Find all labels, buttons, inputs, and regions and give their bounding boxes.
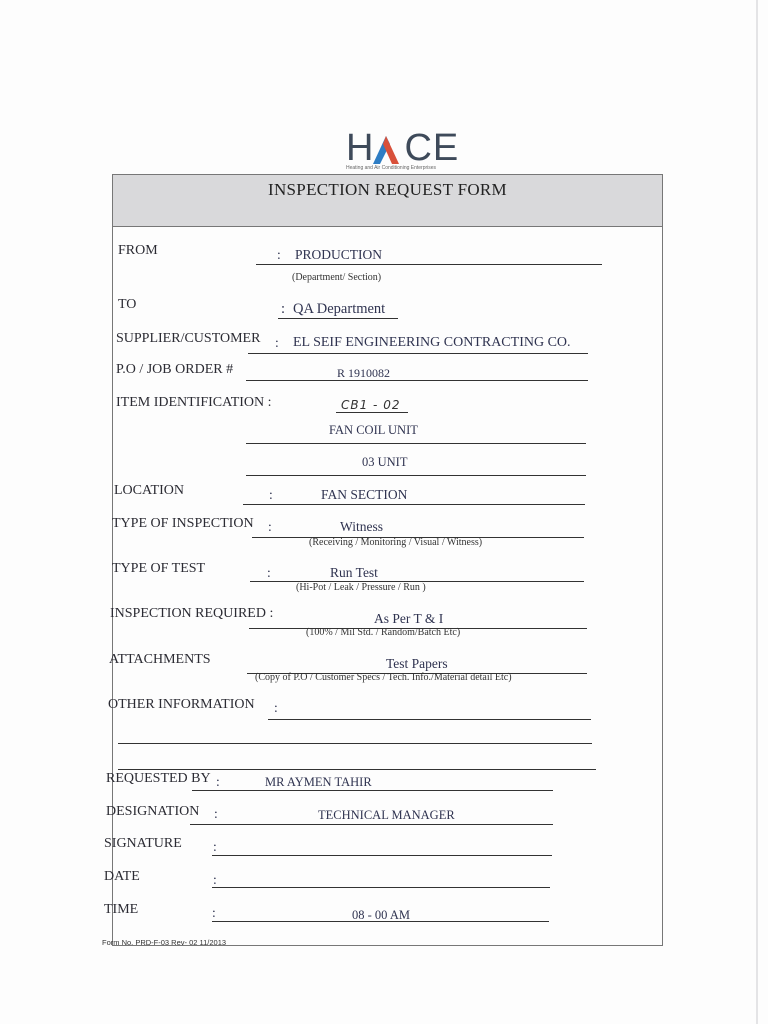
company-logo (346, 128, 470, 172)
type-test-value[interactable]: Run Test (330, 565, 378, 580)
other-info-line-3[interactable] (118, 769, 596, 770)
logo-tagline: Heating and Air Conditioning Enterprises (346, 165, 437, 171)
form-number: Form No. PRD-F-03 Rev- 02 11/2013 (102, 938, 227, 947)
signature-label: SIGNATURE (104, 836, 182, 851)
other-info-label: OTHER INFORMATION (108, 697, 255, 712)
other-info-line-2[interactable] (118, 743, 592, 744)
signature-line[interactable] (212, 855, 552, 856)
requested-by-line (192, 790, 553, 791)
designation-label: DESIGNATION (106, 804, 200, 819)
form-title: INSPECTION REQUEST FORM (268, 180, 507, 199)
inspection-required-label: INSPECTION REQUIRED : (110, 606, 274, 621)
type-inspection-separator: : (268, 519, 272, 534)
attachments-hint: (Copy of P.O / Customer Specs / Tech. Info./Material detail Etc) (255, 672, 512, 683)
inspection-required-value[interactable]: As Per T & I (374, 611, 444, 626)
page-edge (756, 0, 758, 1024)
attachments-value[interactable]: Test Papers (386, 656, 448, 671)
type-inspection-value[interactable]: Witness (340, 519, 383, 534)
po-value[interactable]: R 1910082 (337, 366, 391, 380)
item-code-value[interactable]: CB1 - 02 (341, 398, 401, 412)
date-separator: : (213, 872, 217, 887)
po-label: P.O / JOB ORDER # (116, 362, 234, 377)
supplier-value[interactable]: EL SEIF ENGINEERING CONTRACTING CO. (293, 335, 571, 350)
inspection-required-hint: (100% / Mil Std. / Random/Batch Etc) (306, 627, 461, 638)
to-separator: : (281, 301, 286, 317)
from-separator: : (277, 247, 281, 262)
type-inspection-hint: (Receiving / Monitoring / Visual / Witness) (309, 537, 483, 548)
form-header (113, 175, 662, 227)
inspection-form (112, 174, 663, 946)
type-test-separator: : (267, 565, 271, 580)
to-label: TO (118, 297, 137, 312)
type-test-label: TYPE OF TEST (112, 561, 206, 576)
designation-line (190, 824, 553, 825)
logo-text: H CE (346, 127, 460, 169)
requested-by-label: REQUESTED BY (106, 771, 211, 786)
item-line3-value[interactable]: 03 UNIT (362, 455, 408, 469)
signature-separator: : (213, 839, 217, 854)
logo-a-mark-icon (371, 134, 401, 164)
location-line (243, 504, 585, 505)
designation-separator: : (214, 806, 218, 821)
designation-value[interactable]: TECHNICAL MANAGER (318, 808, 455, 822)
other-info-separator: : (274, 700, 278, 715)
item-line3-rule (246, 475, 586, 476)
supplier-label: SUPPLIER/CUSTOMER (116, 331, 261, 346)
type-inspection-label: TYPE OF INSPECTION (112, 516, 254, 531)
to-line (278, 318, 398, 319)
attachments-label: ATTACHMENTS (109, 652, 211, 667)
supplier-separator: : (275, 335, 279, 350)
date-label: DATE (104, 869, 140, 884)
time-line (212, 921, 549, 922)
supplier-line (248, 353, 588, 354)
requested-by-separator: : (216, 774, 220, 789)
item-label: ITEM IDENTIFICATION : (116, 395, 272, 410)
from-hint: (Department/ Section) (292, 272, 382, 283)
type-test-hint: (Hi-Pot / Leak / Pressure / Run ) (296, 582, 426, 593)
other-info-line-1[interactable] (268, 719, 591, 720)
item-line2-value[interactable]: FAN COIL UNIT (329, 423, 418, 437)
time-label: TIME (104, 902, 139, 917)
item-line2-rule (246, 443, 586, 444)
date-line[interactable] (212, 887, 550, 888)
from-value[interactable]: PRODUCTION (295, 247, 383, 262)
item-code-line (336, 412, 408, 413)
time-separator: : (212, 905, 216, 920)
from-line (256, 264, 602, 265)
location-separator: : (269, 487, 273, 502)
time-value[interactable]: 08 - 00 AM (352, 908, 410, 922)
to-value[interactable]: QA Department (293, 301, 386, 317)
po-line (246, 380, 588, 381)
requested-by-value[interactable]: MR AYMEN TAHIR (265, 775, 372, 789)
from-label: FROM (118, 243, 158, 258)
location-label: LOCATION (114, 483, 184, 498)
location-value[interactable]: FAN SECTION (321, 487, 408, 502)
